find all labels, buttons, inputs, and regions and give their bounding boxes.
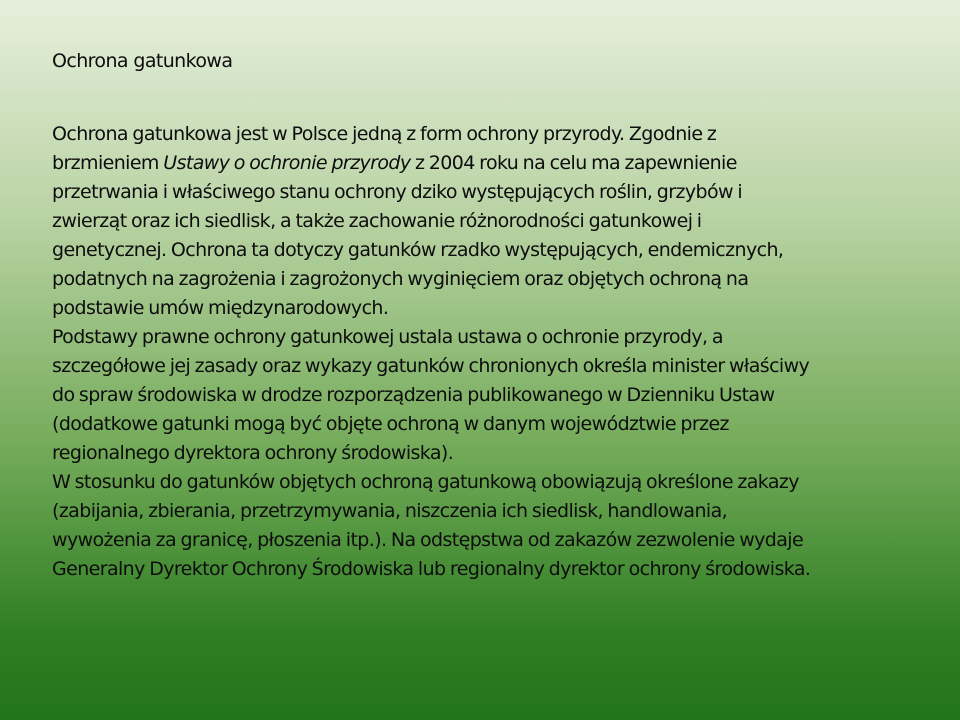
text-line: do spraw środowiska w drodze rozporządzenia publikowanego w Dzienniku Ustaw <box>52 384 775 406</box>
text-line: genetycznej. Ochrona ta dotyczy gatunków rzadko występujących, endemicznych, <box>52 239 784 261</box>
paragraph-legal-definition <box>52 120 932 323</box>
act-title-italic: Ustawy o ochronie przyrody <box>163 152 411 174</box>
text-segment: z 2004 roku na celu ma zapewnienie <box>410 152 737 174</box>
slide-title: Ochrona gatunkowa <box>52 50 233 72</box>
text-line: podatnych na zagrożenia i zagrożonych wyginięciem oraz objętych ochroną na <box>52 268 749 290</box>
text-line: wywożenia za granicę, płoszenia itp.). Na odstępstwa od zakazów zezwolenie wydaje <box>52 529 804 551</box>
text-line: podstawie umów międzynarodowych. <box>52 297 389 319</box>
text-line: W stosunku do gatunków objętych ochroną gatunkową obowiązują określone zakazy <box>52 471 799 493</box>
paragraph-prohibitions <box>52 468 932 584</box>
text-line: Podstawy prawne ochrony gatunkowej ustala ustawa o ochronie przyrody, a <box>52 326 723 348</box>
paragraph-legal-basis <box>52 323 932 468</box>
text-line <box>52 149 932 178</box>
text-line: regionalnego dyrektora ochrony środowiska). <box>52 442 454 464</box>
text-line: (dodatkowe gatunki mogą być objęte ochroną w danym województwie przez <box>52 413 729 435</box>
text-line: przetrwania i właściwego stanu ochrony dziko występujących roślin, grzybów i <box>52 181 743 203</box>
text-line: Generalny Dyrektor Ochrony Środowiska lub regionalny dyrektor ochrony środowiska. <box>52 558 811 580</box>
text-line: zwierząt oraz ich siedlisk, a także zachowanie różnorodności gatunkowej i <box>52 210 702 232</box>
text-segment: brzmieniem <box>52 152 164 174</box>
text-line: (zabijania, zbierania, przetrzymywania, niszczenia ich siedlisk, handlowania, <box>52 500 728 522</box>
text-line: szczegółowe jej zasady oraz wykazy gatunków chronionych określa minister właściwy <box>52 355 810 377</box>
text-line: Ochrona gatunkowa jest w Polsce jedną z form ochrony przyrody. Zgodnie z <box>52 123 717 145</box>
slide-body <box>52 120 932 584</box>
